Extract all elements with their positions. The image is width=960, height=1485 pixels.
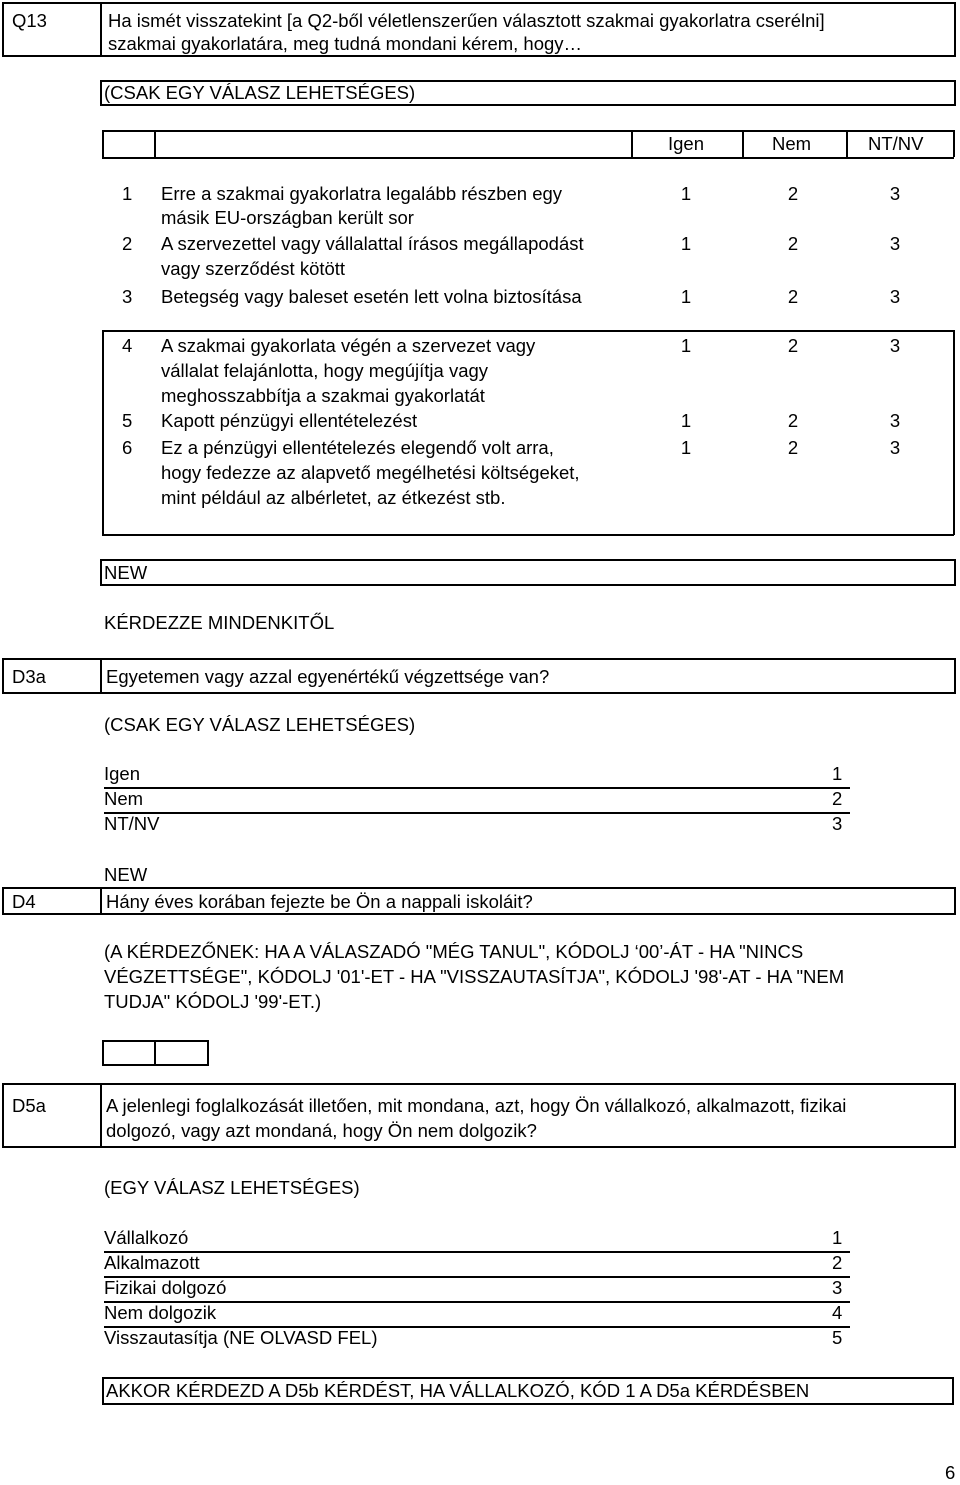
d3a-instruction: (CSAK EGY VÁLASZ LEHETSÉGES)	[104, 714, 416, 735]
option-code: 3	[832, 813, 843, 834]
option-row[interactable]	[104, 788, 850, 814]
q13-grid	[0, 0, 960, 520]
row-number: 1	[122, 183, 133, 204]
column-header-dk: NT/NV	[868, 133, 924, 154]
row-label: Kapott pénzügyi ellentételezést	[161, 410, 418, 431]
answer-code-dk[interactable]: 3	[889, 183, 901, 204]
option-row[interactable]	[104, 1327, 850, 1351]
row-number: 3	[122, 286, 133, 307]
row-label: meghosszabbítja a szakmai gyakorlatát	[161, 385, 485, 406]
d5a-id: D5a	[12, 1095, 46, 1116]
page-number: 6	[945, 1462, 956, 1483]
option-code: 5	[832, 1327, 843, 1348]
option-row[interactable]	[104, 1277, 850, 1303]
q13-instruction: (CSAK EGY VÁLASZ LEHETSÉGES)	[104, 82, 416, 103]
answer-code-dk[interactable]: 3	[889, 286, 901, 307]
row-label: vállalat felajánlotta, hogy megújítja vagy	[161, 360, 489, 381]
answer-code-yes[interactable]: 1	[680, 233, 692, 254]
row-label: Ez a pénzügyi ellentételezés elegendő volt arra,	[161, 437, 554, 458]
new-box	[100, 559, 956, 586]
d5a-question-line-1: A jelenlegi foglalkozását illetően, mit mondana, azt, hogy Ön vállalkozó, alkalmazott, fizikai	[106, 1095, 847, 1116]
answer-code-yes[interactable]: 1	[680, 183, 692, 204]
d3a-id: D3a	[12, 666, 46, 687]
d4-instruction-line-1: (A KÉRDEZŐNEK: HA A VÁLASZADÓ "MÉG TANUL", KÓDOLJ ‘00’-ÁT - HA "NINCS	[104, 941, 804, 962]
d4-question: Hány éves korában fejezte be Ön a nappali iskoláit?	[106, 891, 533, 912]
option-label: NT/NV	[104, 813, 160, 834]
option-code: 2	[832, 1252, 843, 1273]
answer-code-yes[interactable]: 1	[680, 335, 692, 356]
option-label: Vállalkozó	[104, 1227, 189, 1248]
row-label: A szakmai gyakorlata végén a szervezet vagy	[161, 335, 536, 356]
option-label: Nem dolgozik	[104, 1302, 217, 1323]
option-code: 1	[832, 763, 843, 784]
option-label: Fizikai dolgozó	[104, 1277, 227, 1298]
option-row[interactable]	[104, 1252, 850, 1278]
option-row[interactable]	[104, 763, 850, 789]
answer-code-dk[interactable]: 3	[889, 335, 901, 356]
answer-code-no[interactable]: 2	[787, 410, 799, 431]
d4-question-box	[100, 887, 956, 915]
row-label: másik EU-országban került sor	[161, 207, 414, 228]
d3a-id-box	[2, 658, 102, 694]
new-label: NEW	[104, 562, 148, 583]
answer-code-no[interactable]: 2	[787, 286, 799, 307]
answer-code-yes[interactable]: 1	[680, 410, 692, 431]
option-code: 1	[832, 1227, 843, 1248]
option-label: Nem	[104, 788, 144, 809]
row-label: mint például az albérletet, az étkezést stb.	[161, 487, 506, 508]
d5a-question-line-2: dolgozó, vagy azt mondaná, hogy Ön nem dolgozik?	[106, 1120, 537, 1141]
routing-instruction: AKKOR KÉRDEZD A D5b KÉRDÉST, HA VÁLLALKOZÓ, KÓD 1 A D5a KÉRDÉSBEN	[106, 1380, 810, 1401]
d3a-question: Egyetemen vagy azzal egyenértékű végzettsége van?	[106, 666, 550, 687]
q13-id: Q13	[12, 10, 47, 31]
option-label: Igen	[104, 763, 141, 784]
row-number: 5	[122, 410, 133, 431]
answer-code-dk[interactable]: 3	[889, 410, 901, 431]
d4-new-label: NEW	[104, 864, 148, 885]
row-label: A szervezettel vagy vállalattal írásos megállapodást	[161, 233, 584, 254]
age-digit-2-input[interactable]	[154, 1040, 209, 1066]
answer-code-no[interactable]: 2	[787, 183, 799, 204]
row-number: 6	[122, 437, 133, 458]
option-row[interactable]	[104, 1302, 850, 1328]
answer-code-dk[interactable]: 3	[889, 233, 901, 254]
q13-question-line-1: Ha ismét visszatekint [a Q2-ből véletlenszerűen választott szakmai gyakorlatra cserélni]	[108, 10, 825, 31]
d4-instruction-line-2: VÉGZETTSÉGE", KÓDOLJ '01'-ET - HA "VISSZAUTASÍTJA", KÓDOLJ '98'-AT - HA "NEM	[104, 966, 845, 987]
d5a-id-box	[2, 1083, 102, 1148]
column-header-no: Nem	[772, 133, 812, 154]
answer-code-no[interactable]: 2	[787, 437, 799, 458]
option-row[interactable]	[104, 813, 850, 837]
option-code: 3	[832, 1277, 843, 1298]
answer-code-yes[interactable]: 1	[680, 286, 692, 307]
d4-id: D4	[12, 891, 36, 912]
option-code: 4	[832, 1302, 843, 1323]
answer-code-yes[interactable]: 1	[680, 437, 692, 458]
q13-question-line-2: szakmai gyakorlatára, meg tudná mondani kérem, hogy…	[108, 33, 583, 54]
option-label: Alkalmazott	[104, 1252, 200, 1273]
option-label: Visszautasítja (NE OLVASD FEL)	[104, 1327, 378, 1348]
row-label: Betegség vagy baleset esetén lett volna biztosítása	[161, 286, 582, 307]
d4-instruction-line-3: TUDJA" KÓDOLJ '99'-ET.)	[104, 991, 322, 1012]
row-number: 2	[122, 233, 133, 254]
row-label: Erre a szakmai gyakorlatra legalább részben egy	[161, 183, 563, 204]
d5a-instruction: (EGY VÁLASZ LEHETSÉGES)	[104, 1177, 360, 1198]
answer-code-dk[interactable]: 3	[889, 437, 901, 458]
answer-code-no[interactable]: 2	[787, 233, 799, 254]
option-row[interactable]	[104, 1227, 850, 1253]
d4-id-box	[2, 887, 102, 915]
ask-everyone-label: KÉRDEZZE MINDENKITŐL	[104, 612, 335, 633]
column-header-yes: Igen	[668, 133, 705, 154]
age-digit-1-input[interactable]	[102, 1040, 156, 1066]
routing-box	[102, 1377, 954, 1405]
answer-code-no[interactable]: 2	[787, 335, 799, 356]
d3a-question-box	[100, 658, 956, 694]
row-number: 4	[122, 335, 133, 356]
row-label: vagy szerződést kötött	[161, 258, 346, 279]
d5a-question-box	[100, 1083, 956, 1148]
row-label: hogy fedezze az alapvető megélhetési költségeket,	[161, 462, 580, 483]
option-code: 2	[832, 788, 843, 809]
